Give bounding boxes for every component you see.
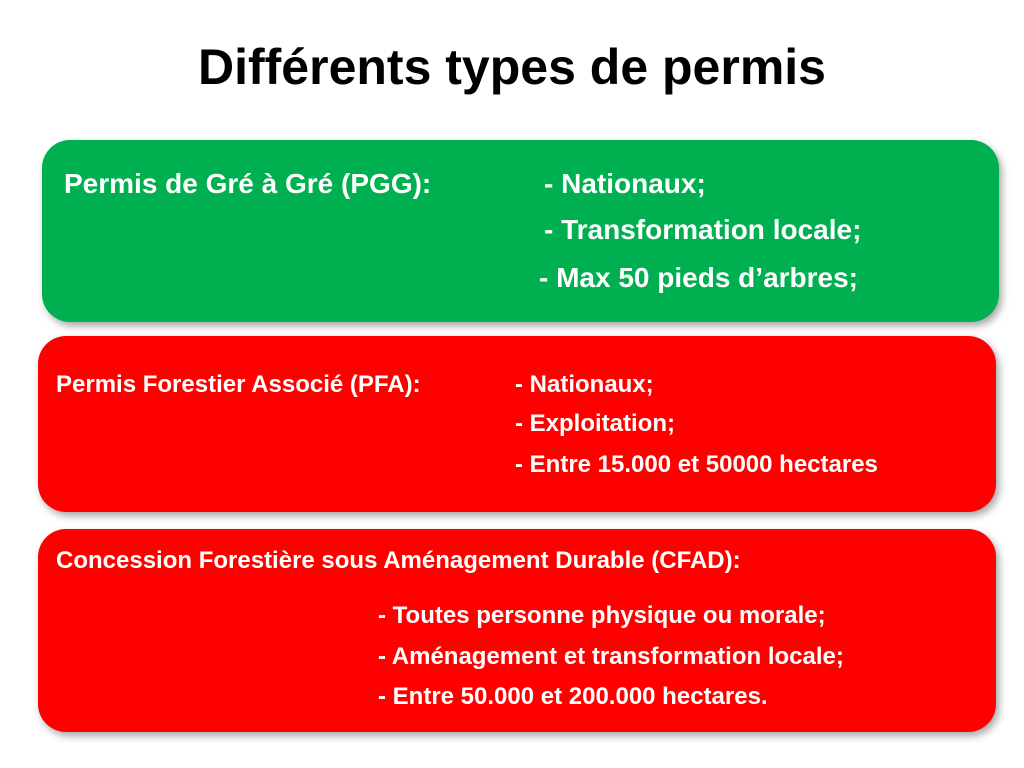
permit-box-cfad	[38, 529, 996, 732]
permit-label-pgg: Permis de Gré à Gré (PGG):	[64, 168, 432, 199]
permit-item: - Entre 15.000 et 50000 hectares	[515, 451, 878, 478]
permit-item: - Aménagement et transformation locale;	[378, 643, 844, 670]
permit-item: - Nationaux;	[515, 371, 654, 398]
permit-box-pfa	[38, 336, 996, 512]
permit-item: - Max 50 pieds d’arbres;	[539, 262, 859, 293]
permit-label-cfad: Concession Forestière sous Aménagement Durable (CFAD):	[56, 547, 741, 574]
permit-item: - Nationaux;	[544, 168, 706, 199]
slide-title: Différents types de permis	[198, 39, 826, 95]
permit-item: - Entre 50.000 et 200.000 hectares.	[378, 683, 768, 710]
permit-item: - Toutes personne physique ou morale;	[378, 602, 826, 629]
permit-box-pgg	[42, 140, 999, 322]
permit-item: - Exploitation;	[515, 410, 675, 437]
permit-label-pfa: Permis Forestier Associé (PFA):	[56, 371, 421, 398]
permit-item: - Transformation locale;	[544, 214, 862, 245]
